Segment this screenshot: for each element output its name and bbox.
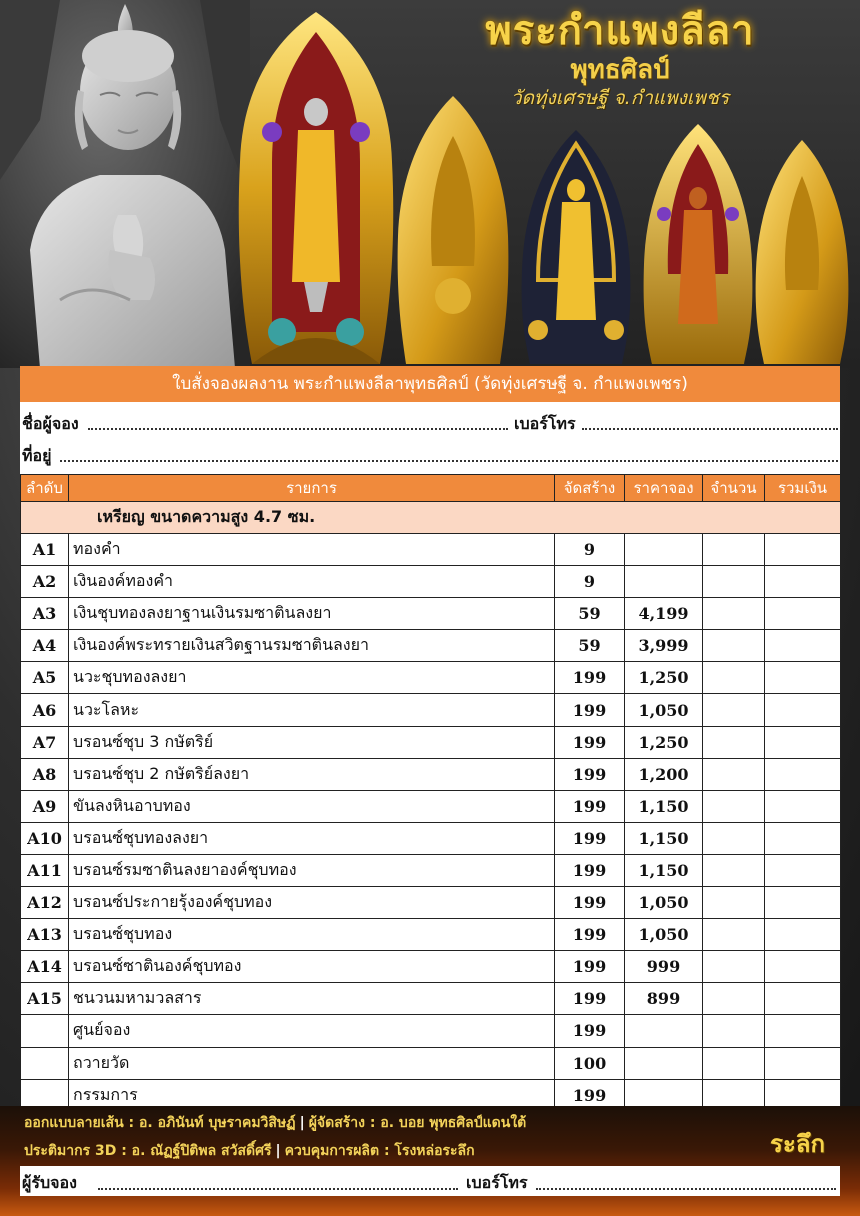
reserve-price: 3,999	[625, 630, 703, 662]
footer	[0, 1106, 860, 1216]
table-row	[21, 534, 841, 566]
produced-count: 199	[555, 822, 625, 854]
reserve-price: 999	[625, 951, 703, 983]
item-number: A14	[21, 951, 69, 983]
total-cell[interactable]	[765, 534, 841, 566]
table-row	[21, 1015, 841, 1047]
item-name: นวะชุบทองลงยา	[69, 662, 555, 694]
total-cell[interactable]	[765, 822, 841, 854]
separator: |	[275, 1143, 281, 1159]
item-name: บรอนซ์ประกายรุ้งองค์ชุบทอง	[69, 887, 555, 919]
col-header-quantity: จำนวน	[703, 475, 765, 502]
phone-field[interactable]	[582, 428, 838, 430]
table-row	[21, 854, 841, 886]
table-row	[21, 822, 841, 854]
builder-credit: ผู้จัดสร้าง : อ. บอย พุทธศิลป์แดนใต้	[308, 1115, 527, 1131]
item-number: A11	[21, 854, 69, 886]
address-label: ที่อยู่	[22, 446, 52, 465]
item-name: บรอนซ์ชุบทอง	[69, 919, 555, 951]
total-cell[interactable]	[765, 919, 841, 951]
total-cell[interactable]	[765, 951, 841, 983]
reserve-price: 1,150	[625, 854, 703, 886]
produced-count: 100	[555, 1047, 625, 1079]
produced-count: 199	[555, 1079, 625, 1111]
item-name: บรอนซ์ชุบ 2 กษัตริย์ลงยา	[69, 758, 555, 790]
reserve-price	[625, 1015, 703, 1047]
item-number	[21, 1047, 69, 1079]
design-credit: ออกแบบลายเส้น : อ. อภินันท์ บุษราคมวิสิษฏ์	[24, 1115, 296, 1131]
table-row	[21, 694, 841, 726]
col-header-price: ราคาจอง	[625, 475, 703, 502]
address-field[interactable]	[60, 460, 838, 462]
item-number: A13	[21, 919, 69, 951]
table-header-row	[21, 475, 841, 502]
foundry-logo: ระลึก	[770, 1130, 826, 1158]
quantity-cell[interactable]	[703, 534, 765, 566]
credit-line-1	[24, 1112, 526, 1134]
produced-count: 59	[555, 598, 625, 630]
header-subtitle: พุทธศิลป์	[570, 55, 670, 85]
item-name: ศูนย์จอง	[69, 1015, 555, 1047]
table-row	[21, 662, 841, 694]
reserve-price	[625, 566, 703, 598]
quantity-cell[interactable]	[703, 790, 765, 822]
item-name: ทองคำ	[69, 534, 555, 566]
col-header-total: รวมเงิน	[765, 475, 841, 502]
hero-banner	[0, 0, 860, 368]
quantity-cell[interactable]	[703, 951, 765, 983]
item-name: เงินองค์ทองคำ	[69, 566, 555, 598]
produced-count: 199	[555, 951, 625, 983]
buddha-statue-image	[0, 0, 250, 368]
quantity-cell[interactable]	[703, 919, 765, 951]
quantity-cell[interactable]	[703, 822, 765, 854]
quantity-cell[interactable]	[703, 662, 765, 694]
credit-line-2	[24, 1140, 475, 1162]
reserve-price: 1,150	[625, 822, 703, 854]
total-cell[interactable]	[765, 630, 841, 662]
total-cell[interactable]	[765, 983, 841, 1015]
item-name: ชนวนมหามวลสาร	[69, 983, 555, 1015]
total-cell[interactable]	[765, 758, 841, 790]
receiver-phone-field[interactable]	[536, 1188, 836, 1190]
col-header-no: ลำดับ	[21, 475, 69, 502]
produced-count: 199	[555, 887, 625, 919]
item-number: A15	[21, 983, 69, 1015]
item-number: A1	[21, 534, 69, 566]
produced-count: 59	[555, 630, 625, 662]
item-number	[21, 1015, 69, 1047]
quantity-cell[interactable]	[703, 598, 765, 630]
produced-count: 199	[555, 790, 625, 822]
item-name: ขันลงหินอาบทอง	[69, 790, 555, 822]
header-title: พระกำแพงลีลา	[485, 8, 755, 54]
table-row	[21, 758, 841, 790]
produced-count: 199	[555, 854, 625, 886]
reserve-price: 1,050	[625, 919, 703, 951]
receiver-field[interactable]	[98, 1188, 458, 1190]
table-row	[21, 790, 841, 822]
total-cell[interactable]	[765, 1015, 841, 1047]
item-name: กรรมการ	[69, 1079, 555, 1111]
reserve-price: 1,200	[625, 758, 703, 790]
produced-count: 199	[555, 1015, 625, 1047]
total-cell[interactable]	[765, 726, 841, 758]
receiver-phone-label: เบอร์โทร	[466, 1173, 528, 1192]
reserve-price: 1,050	[625, 694, 703, 726]
production-credit: ควบคุมการผลิต : โรงหล่อระลึก	[284, 1143, 475, 1159]
header-title-block	[400, 8, 840, 110]
quantity-cell[interactable]	[703, 1047, 765, 1079]
quantity-cell[interactable]	[703, 726, 765, 758]
table-row	[21, 951, 841, 983]
col-header-item: รายการ	[69, 475, 555, 502]
table-row	[21, 598, 841, 630]
item-name: บรอนซ์ซาตินองค์ชุบทอง	[69, 951, 555, 983]
reserve-price: 1,050	[625, 887, 703, 919]
quantity-cell[interactable]	[703, 630, 765, 662]
produced-count: 199	[555, 694, 625, 726]
table-row	[21, 983, 841, 1015]
item-name: บรอนซ์ชุบ 3 กษัตริย์	[69, 726, 555, 758]
reserve-price: 1,250	[625, 726, 703, 758]
name-phone-line	[20, 406, 840, 436]
name-field[interactable]	[88, 428, 508, 430]
receiver-line	[20, 1166, 840, 1196]
total-cell[interactable]	[765, 790, 841, 822]
produced-count: 199	[555, 919, 625, 951]
standing-buddha-shrine-gold-image	[232, 12, 400, 364]
receiver-label: ผู้รับจอง	[22, 1173, 77, 1192]
total-cell[interactable]	[765, 566, 841, 598]
reserve-price: 1,250	[625, 662, 703, 694]
item-number: A8	[21, 758, 69, 790]
item-number: A10	[21, 822, 69, 854]
produced-count: 199	[555, 662, 625, 694]
item-number: A6	[21, 694, 69, 726]
order-table	[20, 474, 841, 1112]
total-cell[interactable]	[765, 854, 841, 886]
item-number: A2	[21, 566, 69, 598]
total-cell[interactable]	[765, 662, 841, 694]
gold-back-panel-2-image	[752, 140, 852, 364]
standing-buddha-shrine-bronze-image	[638, 124, 758, 364]
item-number: A4	[21, 630, 69, 662]
table-row	[21, 630, 841, 662]
header-temple: วัดทุ่งเศรษฐี จ.กำแพงเพชร	[510, 87, 730, 109]
item-number: A9	[21, 790, 69, 822]
item-number: A12	[21, 887, 69, 919]
produced-count: 199	[555, 983, 625, 1015]
table-row	[21, 919, 841, 951]
item-name: บรอนซ์รมซาตินลงยาองค์ชุบทอง	[69, 854, 555, 886]
separator: |	[299, 1115, 305, 1131]
total-cell[interactable]	[765, 598, 841, 630]
order-sheet	[20, 366, 840, 1106]
quantity-cell[interactable]	[703, 758, 765, 790]
form-title: ใบสั่งจองผลงาน พระกำแพงลีลาพุทธศิลป์ (วัดทุ่งเศรษฐี จ. กำแพงเพชร)	[20, 366, 840, 402]
name-label: ชื่อผู้จอง	[22, 414, 79, 433]
reserve-price: 4,199	[625, 598, 703, 630]
item-name: เงินองค์พระทรายเงินสวิตฐานรมซาตินลงยา	[69, 630, 555, 662]
total-cell[interactable]	[765, 1047, 841, 1079]
section-row	[21, 502, 841, 534]
item-name: เงินชุบทองลงยาฐานเงินรมซาตินลงยา	[69, 598, 555, 630]
total-cell[interactable]	[765, 694, 841, 726]
render-credit: ประติมากร 3D : อ. ณัฏฐ์ปิติพล สวัสดิ์ศรี	[24, 1143, 272, 1159]
quantity-cell[interactable]	[703, 694, 765, 726]
table-row	[21, 726, 841, 758]
gold-back-panel-image	[392, 96, 514, 364]
standing-buddha-shrine-navy-image	[516, 130, 636, 364]
reserve-price	[625, 1047, 703, 1079]
item-name: นวะโลหะ	[69, 694, 555, 726]
quantity-cell[interactable]	[703, 566, 765, 598]
produced-count: 9	[555, 566, 625, 598]
quantity-cell[interactable]	[703, 983, 765, 1015]
item-number: A5	[21, 662, 69, 694]
address-line	[20, 438, 840, 468]
total-cell[interactable]	[765, 887, 841, 919]
reserve-price: 1,150	[625, 790, 703, 822]
item-number: A7	[21, 726, 69, 758]
produced-count: 199	[555, 726, 625, 758]
section-title: เหรียญ ขนาดความสูง 4.7 ซม.	[21, 502, 841, 534]
quantity-cell[interactable]	[703, 854, 765, 886]
item-name: ถวายวัด	[69, 1047, 555, 1079]
item-number: A3	[21, 598, 69, 630]
reserve-price: 899	[625, 983, 703, 1015]
item-name: บรอนซ์ชุบทองลงยา	[69, 822, 555, 854]
quantity-cell[interactable]	[703, 1015, 765, 1047]
reserve-price	[625, 534, 703, 566]
phone-label: เบอร์โทร	[514, 414, 576, 433]
table-row	[21, 566, 841, 598]
quantity-cell[interactable]	[703, 887, 765, 919]
table-row	[21, 1047, 841, 1079]
produced-count: 9	[555, 534, 625, 566]
produced-count: 199	[555, 758, 625, 790]
col-header-produced: จัดสร้าง	[555, 475, 625, 502]
table-row	[21, 887, 841, 919]
